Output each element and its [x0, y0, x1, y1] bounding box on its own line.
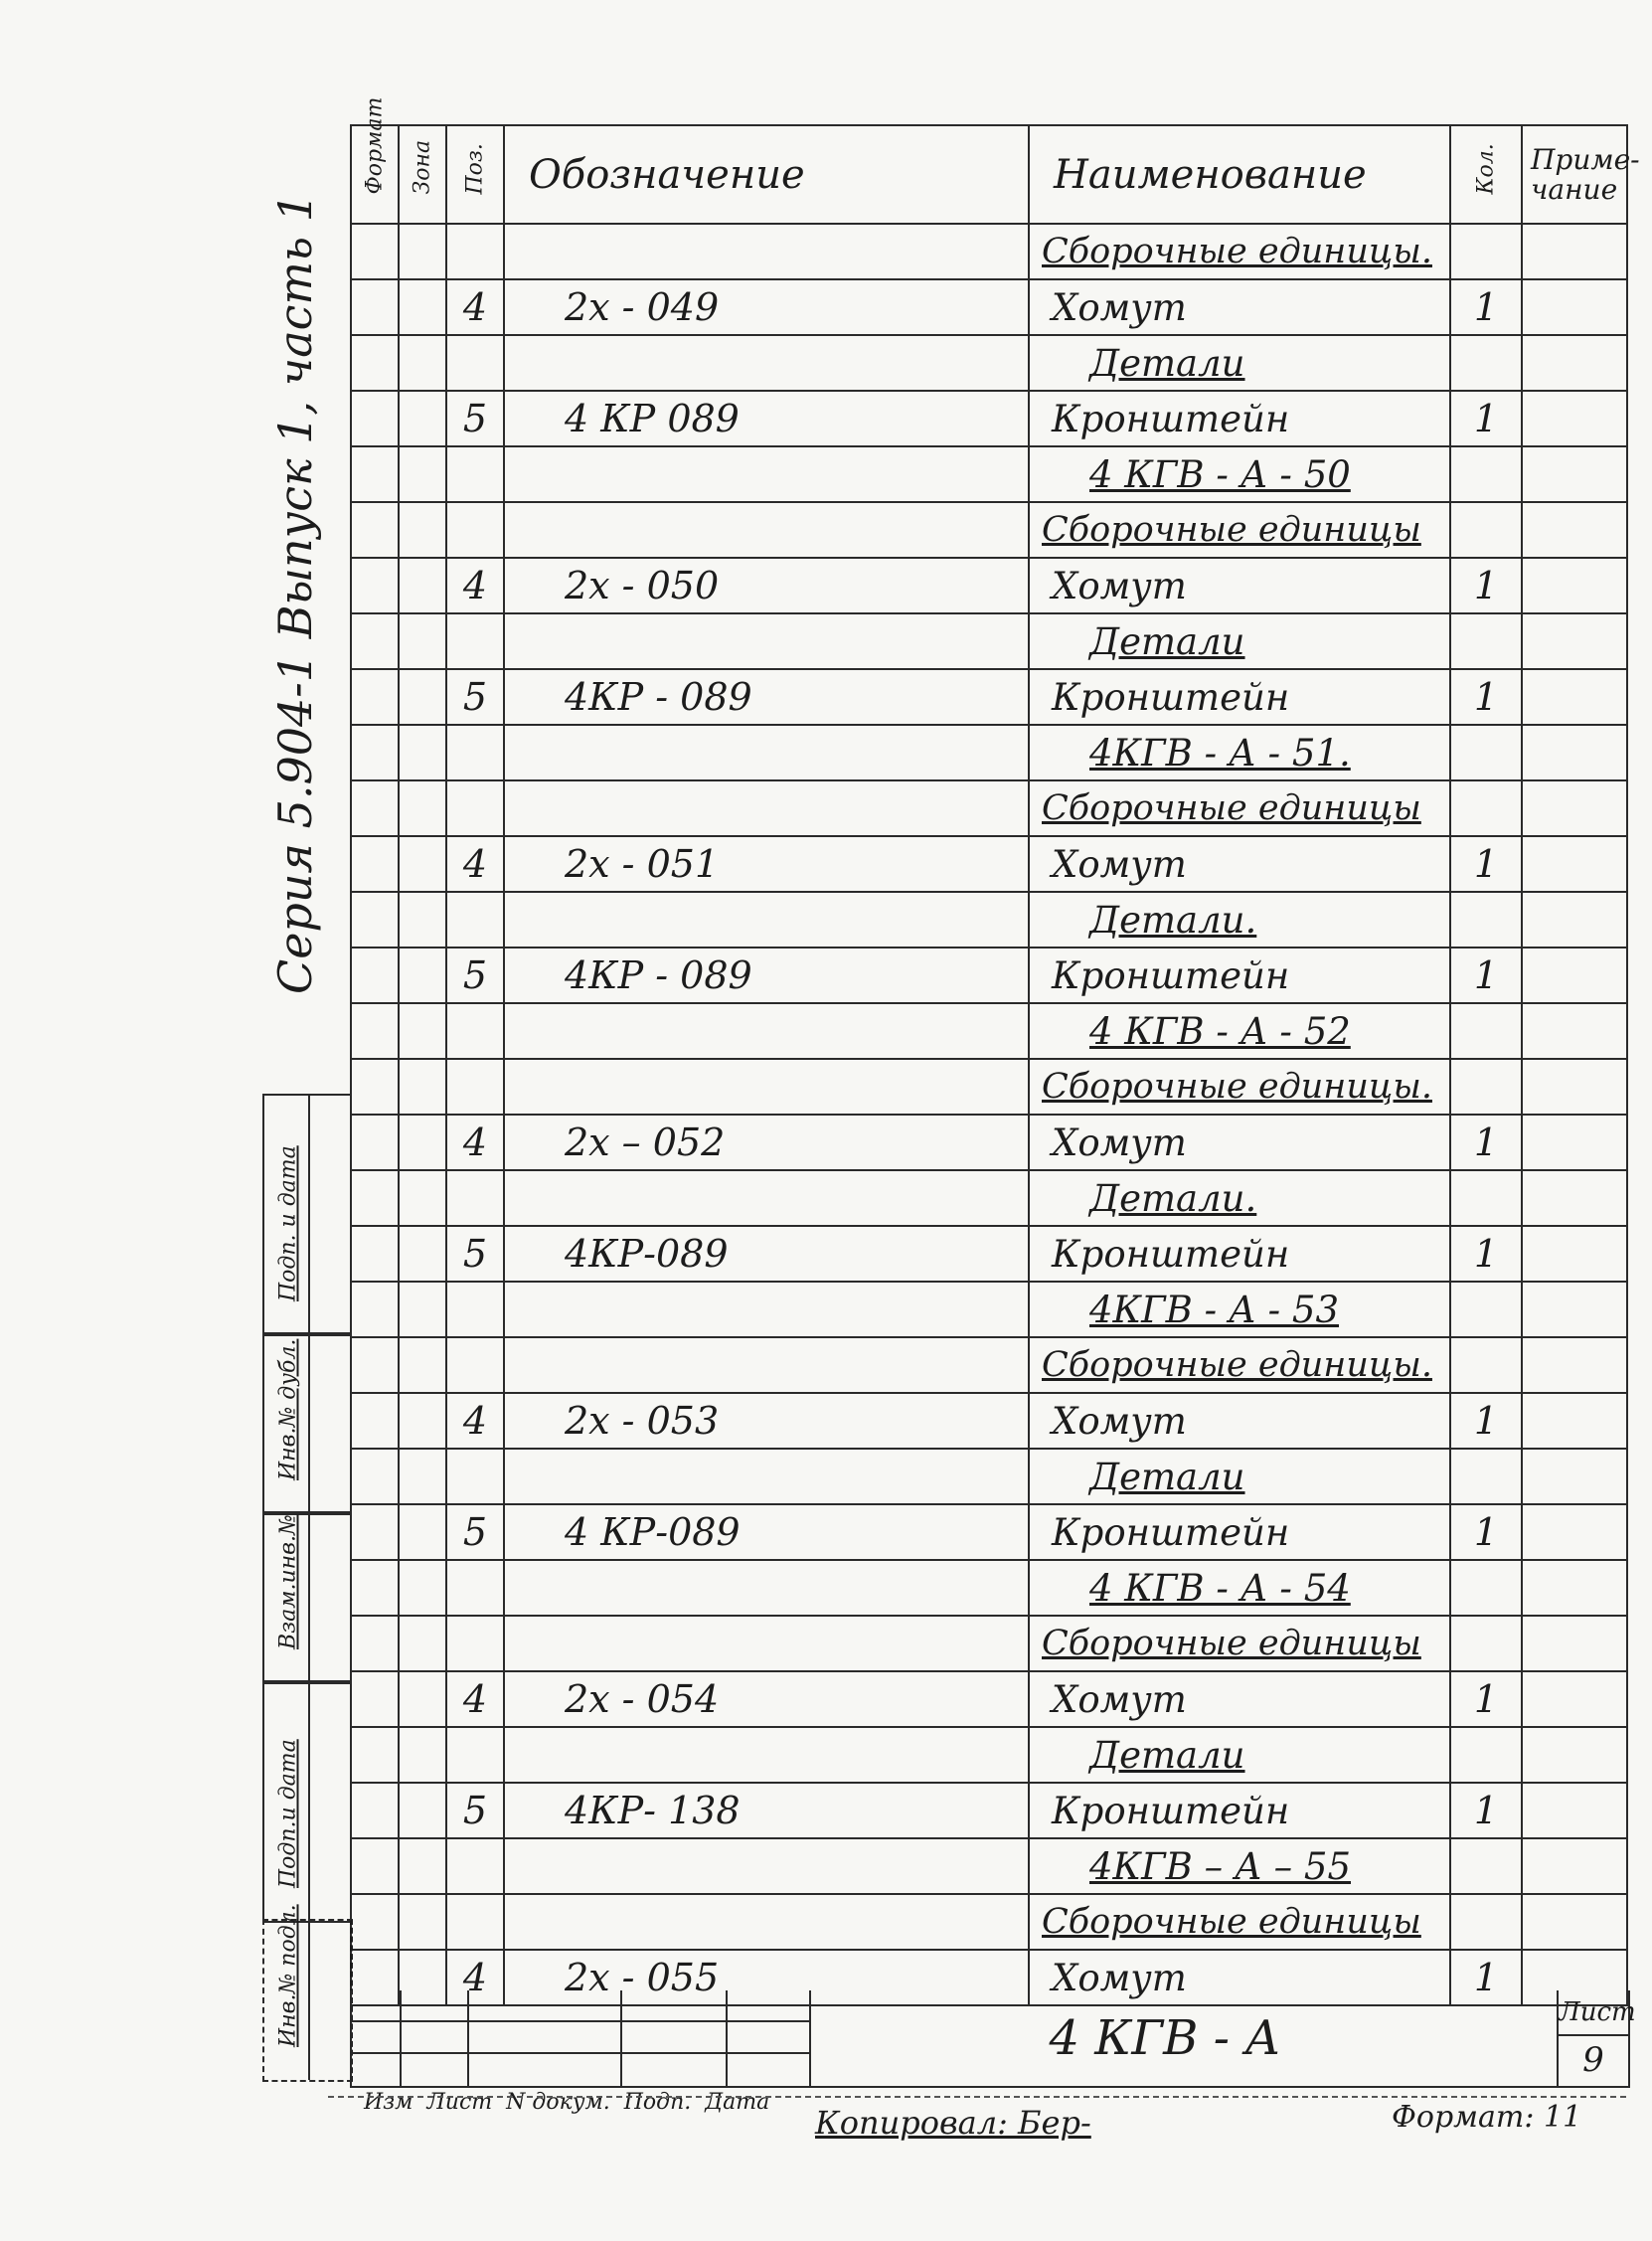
- cell-name: Сборочные единицы: [1029, 780, 1450, 836]
- cell-zone: [399, 1504, 446, 1560]
- cell-name: Хомут: [1029, 279, 1450, 335]
- cell-name: Детали: [1029, 335, 1450, 391]
- table-row: [351, 836, 1627, 892]
- cell-zone: [399, 502, 446, 558]
- cell-zone: [399, 1616, 446, 1671]
- cell-name: Детали.: [1029, 892, 1450, 948]
- cell-format: [351, 780, 399, 836]
- cell-note: [1522, 446, 1627, 502]
- title-block-column-label: N докум.: [506, 2090, 610, 2115]
- cell-qty: 1: [1450, 1783, 1522, 1838]
- title-block-grid: [352, 1990, 809, 2086]
- cell-name: Сборочные единицы.: [1029, 1059, 1450, 1115]
- cell-designation: [504, 335, 1029, 391]
- specification-table: [350, 96, 1640, 2006]
- cell-note: [1522, 725, 1627, 780]
- cell-name: Кронштейн: [1029, 1783, 1450, 1838]
- cell-designation: 4КР- 138: [504, 1783, 1029, 1838]
- cell-designation: 4КР - 089: [504, 948, 1029, 1003]
- table-row: [351, 1727, 1627, 1783]
- cell-qty: [1450, 892, 1522, 948]
- cell-note: [1522, 613, 1627, 669]
- cell-note: [1522, 1616, 1627, 1671]
- table-row: [351, 446, 1627, 502]
- cell-pos: 4: [446, 836, 504, 892]
- stamp-sign-date-2-label: Подп.и дата: [275, 1739, 301, 1888]
- table-row: [351, 1337, 1627, 1393]
- header-name: Наименование: [1029, 125, 1450, 224]
- cell-designation: [504, 780, 1029, 836]
- cell-qty: [1450, 1449, 1522, 1504]
- cell-name: Хомут: [1029, 1115, 1450, 1170]
- cell-format: [351, 1727, 399, 1783]
- cell-format: [351, 1282, 399, 1337]
- bottom-line: [328, 2096, 1626, 2098]
- cell-format: [351, 558, 399, 613]
- cell-format: [351, 1003, 399, 1059]
- copied-by: Копировал: Бер-: [815, 2104, 1091, 2142]
- cell-zone: [399, 780, 446, 836]
- cell-pos: [446, 613, 504, 669]
- cell-qty: [1450, 446, 1522, 502]
- cell-designation: [504, 224, 1029, 279]
- cell-name: 4 КГВ - А - 50: [1029, 446, 1450, 502]
- cell-pos: 4: [446, 1950, 504, 2005]
- cell-qty: [1450, 1059, 1522, 1115]
- cell-format: [351, 1560, 399, 1616]
- cell-zone: [399, 1449, 446, 1504]
- cell-zone: [399, 1226, 446, 1282]
- cell-note: [1522, 1894, 1627, 1950]
- cell-pos: 5: [446, 669, 504, 725]
- table-row: [351, 391, 1627, 446]
- cell-zone: [399, 1560, 446, 1616]
- cell-designation: [504, 1449, 1029, 1504]
- sheet-box: [1557, 1990, 1636, 2086]
- table-row: [351, 1783, 1627, 1838]
- cell-designation: 4 КР-089: [504, 1504, 1029, 1560]
- cell-qty: 1: [1450, 836, 1522, 892]
- table-row: [351, 1115, 1627, 1170]
- cell-designation: [504, 725, 1029, 780]
- cell-pos: 5: [446, 1504, 504, 1560]
- specification-body: [351, 224, 1627, 2005]
- cell-name: Кронштейн: [1029, 948, 1450, 1003]
- cell-pos: [446, 502, 504, 558]
- cell-designation: 2х - 049: [504, 279, 1029, 335]
- cell-pos: 5: [446, 1783, 504, 1838]
- cell-format: [351, 446, 399, 502]
- cell-name: Детали: [1029, 1449, 1450, 1504]
- header-format: Формат: [351, 125, 399, 224]
- sheet-number: 9: [1582, 2040, 1604, 2080]
- table-row: [351, 725, 1627, 780]
- cell-name: 4 КГВ - А - 52: [1029, 1003, 1450, 1059]
- cell-name: Хомут: [1029, 1950, 1450, 2005]
- cell-designation: [504, 1616, 1029, 1671]
- cell-zone: [399, 1894, 446, 1950]
- table-row: [351, 780, 1627, 836]
- stamp-sign-date: [262, 1094, 350, 1336]
- cell-name: Детали: [1029, 1727, 1450, 1783]
- cell-format: [351, 1059, 399, 1115]
- cell-note: [1522, 1059, 1627, 1115]
- cell-qty: 1: [1450, 1950, 1522, 2005]
- title-block-column-label: Лист: [426, 2090, 493, 2115]
- cell-format: [351, 1170, 399, 1226]
- cell-name: Кронштейн: [1029, 669, 1450, 725]
- cell-note: [1522, 391, 1627, 446]
- table-row: [351, 613, 1627, 669]
- cell-qty: [1450, 1616, 1522, 1671]
- table-row: [351, 1226, 1627, 1282]
- cell-format: [351, 224, 399, 279]
- cell-format: [351, 1894, 399, 1950]
- cell-format: [351, 836, 399, 892]
- cell-zone: [399, 836, 446, 892]
- cell-note: [1522, 669, 1627, 725]
- cell-qty: 1: [1450, 279, 1522, 335]
- cell-note: [1522, 502, 1627, 558]
- sheet-label: Лист: [1559, 1990, 1628, 2036]
- format-label: Формат: 11: [1392, 2100, 1582, 2135]
- cell-designation: 2х - 053: [504, 1393, 1029, 1449]
- cell-zone: [399, 948, 446, 1003]
- cell-qty: 1: [1450, 669, 1522, 725]
- cell-note: [1522, 836, 1627, 892]
- cell-zone: [399, 1393, 446, 1449]
- cell-note: [1522, 1727, 1627, 1783]
- cell-zone: [399, 613, 446, 669]
- stamp-inv-dup: [262, 1332, 350, 1515]
- cell-designation: [504, 502, 1029, 558]
- cell-zone: [399, 1838, 446, 1894]
- cell-pos: [446, 224, 504, 279]
- cell-format: [351, 1616, 399, 1671]
- cell-qty: [1450, 224, 1522, 279]
- cell-designation: 2х – 052: [504, 1115, 1029, 1170]
- cell-name: Сборочные единицы: [1029, 1616, 1450, 1671]
- table-row: [351, 1671, 1627, 1727]
- cell-pos: [446, 725, 504, 780]
- cell-pos: 4: [446, 1393, 504, 1449]
- cell-note: [1522, 1115, 1627, 1170]
- cell-zone: [399, 1727, 446, 1783]
- cell-name: Детали.: [1029, 1170, 1450, 1226]
- header-pos: Поз.: [446, 125, 504, 224]
- cell-qty: [1450, 1282, 1522, 1337]
- table-row: [351, 892, 1627, 948]
- cell-format: [351, 502, 399, 558]
- cell-zone: [399, 725, 446, 780]
- cell-designation: [504, 1560, 1029, 1616]
- cell-format: [351, 279, 399, 335]
- cell-name: Кронштейн: [1029, 391, 1450, 446]
- cell-name: 4 КГВ - А - 54: [1029, 1560, 1450, 1616]
- cell-zone: [399, 335, 446, 391]
- cell-qty: [1450, 725, 1522, 780]
- cell-designation: 2х - 050: [504, 558, 1029, 613]
- cell-format: [351, 892, 399, 948]
- cell-designation: [504, 446, 1029, 502]
- cell-pos: [446, 892, 504, 948]
- cell-qty: [1450, 1170, 1522, 1226]
- cell-zone: [399, 446, 446, 502]
- stamp-inv-orig: [262, 1904, 353, 2082]
- table-row: [351, 1504, 1627, 1560]
- cell-qty: 1: [1450, 558, 1522, 613]
- cell-format: [351, 1226, 399, 1282]
- cell-pos: [446, 1616, 504, 1671]
- cell-qty: 1: [1450, 391, 1522, 446]
- stamp-vzam-label: Взам.инв.№: [275, 1514, 301, 1649]
- cell-format: [351, 1671, 399, 1727]
- cell-designation: [504, 1059, 1029, 1115]
- cell-qty: 1: [1450, 1393, 1522, 1449]
- cell-note: [1522, 1838, 1627, 1894]
- cell-note: [1522, 1393, 1627, 1449]
- cell-qty: 1: [1450, 1226, 1522, 1282]
- cell-designation: 4 КР 089: [504, 391, 1029, 446]
- cell-pos: [446, 1059, 504, 1115]
- cell-name: Кронштейн: [1029, 1226, 1450, 1282]
- cell-pos: [446, 1003, 504, 1059]
- stamp-sign-date-2: [262, 1680, 350, 1923]
- cell-pos: [446, 1727, 504, 1783]
- cell-designation: [504, 1282, 1029, 1337]
- cell-qty: [1450, 1337, 1522, 1393]
- cell-designation: [504, 1894, 1029, 1950]
- cell-designation: 2х - 055: [504, 1950, 1029, 2005]
- title-block-column-label: Подп.: [623, 2090, 692, 2115]
- cell-format: [351, 1393, 399, 1449]
- cell-qty: [1450, 502, 1522, 558]
- cell-zone: [399, 669, 446, 725]
- cell-qty: [1450, 1727, 1522, 1783]
- cell-designation: [504, 892, 1029, 948]
- cell-qty: [1450, 335, 1522, 391]
- table-row: [351, 1170, 1627, 1226]
- cell-name: Сборочные единицы: [1029, 1894, 1450, 1950]
- cell-format: [351, 1838, 399, 1894]
- cell-zone: [399, 1282, 446, 1337]
- cell-note: [1522, 1449, 1627, 1504]
- cell-note: [1522, 780, 1627, 836]
- cell-format: [351, 1115, 399, 1170]
- cell-format: [351, 613, 399, 669]
- cell-format: [351, 948, 399, 1003]
- cell-name: Хомут: [1029, 558, 1450, 613]
- cell-pos: [446, 780, 504, 836]
- cell-designation: [504, 1838, 1029, 1894]
- stamp-sign-date-label: Подп. и дата: [275, 1145, 301, 1301]
- table-header-row: [351, 125, 1627, 224]
- cell-designation: [504, 1170, 1029, 1226]
- cell-zone: [399, 1170, 446, 1226]
- table-row: [351, 224, 1627, 279]
- cell-name: Детали: [1029, 613, 1450, 669]
- cell-pos: [446, 1560, 504, 1616]
- cell-pos: [446, 335, 504, 391]
- cell-qty: [1450, 1003, 1522, 1059]
- cell-note: [1522, 1003, 1627, 1059]
- cell-note: [1522, 279, 1627, 335]
- cell-zone: [399, 1671, 446, 1727]
- cell-designation: [504, 1337, 1029, 1393]
- cell-name: Сборочные единицы.: [1029, 1337, 1450, 1393]
- title-block-column-label: Изм: [364, 2090, 413, 2115]
- cell-zone: [399, 391, 446, 446]
- cell-format: [351, 1504, 399, 1560]
- cell-note: [1522, 948, 1627, 1003]
- cell-designation: [504, 1727, 1029, 1783]
- cell-zone: [399, 279, 446, 335]
- stamp-vzam: [262, 1511, 350, 1684]
- cell-name: Хомут: [1029, 836, 1450, 892]
- table-row: [351, 1838, 1627, 1894]
- table-row: [351, 1059, 1627, 1115]
- cell-qty: 1: [1450, 948, 1522, 1003]
- cell-designation: 2х - 054: [504, 1671, 1029, 1727]
- cell-pos: 4: [446, 558, 504, 613]
- cell-name: 4КГВ - А - 53: [1029, 1282, 1450, 1337]
- series-label: Серия 5.904-1 Выпуск 1, часть 1: [268, 193, 322, 994]
- cell-note: [1522, 335, 1627, 391]
- header-note: Приме- чание: [1522, 125, 1627, 224]
- cell-pos: [446, 1170, 504, 1226]
- cell-pos: [446, 446, 504, 502]
- cell-pos: [446, 1282, 504, 1337]
- cell-qty: 1: [1450, 1115, 1522, 1170]
- cell-note: [1522, 1226, 1627, 1282]
- cell-note: [1522, 558, 1627, 613]
- cell-note: [1522, 1170, 1627, 1226]
- cell-name: Хомут: [1029, 1393, 1450, 1449]
- cell-zone: [399, 224, 446, 279]
- document-title: 4 КГВ - А: [809, 1990, 1519, 2086]
- cell-name: Кронштейн: [1029, 1504, 1450, 1560]
- cell-name: Сборочные единицы.: [1029, 224, 1450, 279]
- cell-format: [351, 335, 399, 391]
- cell-qty: [1450, 1894, 1522, 1950]
- table-row: [351, 1616, 1627, 1671]
- table-row: [351, 1449, 1627, 1504]
- cell-zone: [399, 558, 446, 613]
- cell-note: [1522, 892, 1627, 948]
- cell-pos: 5: [446, 1226, 504, 1282]
- cell-format: [351, 391, 399, 446]
- cell-note: [1522, 1504, 1627, 1560]
- cell-pos: [446, 1337, 504, 1393]
- title-block: [350, 1990, 1636, 2115]
- cell-qty: [1450, 1560, 1522, 1616]
- cell-zone: [399, 1059, 446, 1115]
- cell-zone: [399, 1115, 446, 1170]
- cell-note: [1522, 1337, 1627, 1393]
- cell-qty: [1450, 780, 1522, 836]
- table-row: [351, 1003, 1627, 1059]
- cell-designation: [504, 613, 1029, 669]
- cell-zone: [399, 1337, 446, 1393]
- table-row: [351, 558, 1627, 613]
- cell-name: Хомут: [1029, 1671, 1450, 1727]
- table-row: [351, 1560, 1627, 1616]
- cell-pos: [446, 1838, 504, 1894]
- cell-qty: [1450, 1838, 1522, 1894]
- cell-zone: [399, 1783, 446, 1838]
- table-row: [351, 502, 1627, 558]
- cell-designation: 4КР - 089: [504, 669, 1029, 725]
- title-block-columns: [364, 2090, 783, 2115]
- title-block-column-label: Дата: [705, 2090, 770, 2115]
- cell-designation: 2х - 051: [504, 836, 1029, 892]
- table-row: [351, 335, 1627, 391]
- cell-pos: 4: [446, 279, 504, 335]
- cell-note: [1522, 224, 1627, 279]
- cell-pos: 4: [446, 1115, 504, 1170]
- cell-designation: [504, 1003, 1029, 1059]
- cell-qty: 1: [1450, 1671, 1522, 1727]
- cell-qty: 1: [1450, 1504, 1522, 1560]
- cell-note: [1522, 1560, 1627, 1616]
- table-row: [351, 1282, 1627, 1337]
- table-row: [351, 948, 1627, 1003]
- cell-pos: 5: [446, 948, 504, 1003]
- cell-format: [351, 1449, 399, 1504]
- cell-pos: 5: [446, 391, 504, 446]
- cell-format: [351, 1783, 399, 1838]
- cell-name: Сборочные единицы: [1029, 502, 1450, 558]
- header-zone: Зона: [399, 125, 446, 224]
- table-row: [351, 669, 1627, 725]
- cell-pos: 4: [446, 1671, 504, 1727]
- table-row: [351, 1393, 1627, 1449]
- cell-name: 4КГВ – А – 55: [1029, 1838, 1450, 1894]
- cell-format: [351, 669, 399, 725]
- cell-pos: [446, 1894, 504, 1950]
- cell-format: [351, 725, 399, 780]
- cell-pos: [446, 1449, 504, 1504]
- stamp-inv-orig-label: Инв.№ подл.: [275, 1904, 301, 2047]
- cell-name: 4КГВ - А - 51.: [1029, 725, 1450, 780]
- table-row: [351, 1894, 1627, 1950]
- cell-format: [351, 1337, 399, 1393]
- cell-zone: [399, 1003, 446, 1059]
- cell-note: [1522, 1783, 1627, 1838]
- header-qty: Кол.: [1450, 125, 1522, 224]
- stamp-inv-dup-label: Инв.№ дубл.: [275, 1338, 301, 1480]
- cell-note: [1522, 1282, 1627, 1337]
- cell-designation: 4КР-089: [504, 1226, 1029, 1282]
- table-row: [351, 279, 1627, 335]
- cell-zone: [399, 892, 446, 948]
- header-designation: Обозначение: [504, 125, 1029, 224]
- cell-note: [1522, 1671, 1627, 1727]
- cell-qty: [1450, 613, 1522, 669]
